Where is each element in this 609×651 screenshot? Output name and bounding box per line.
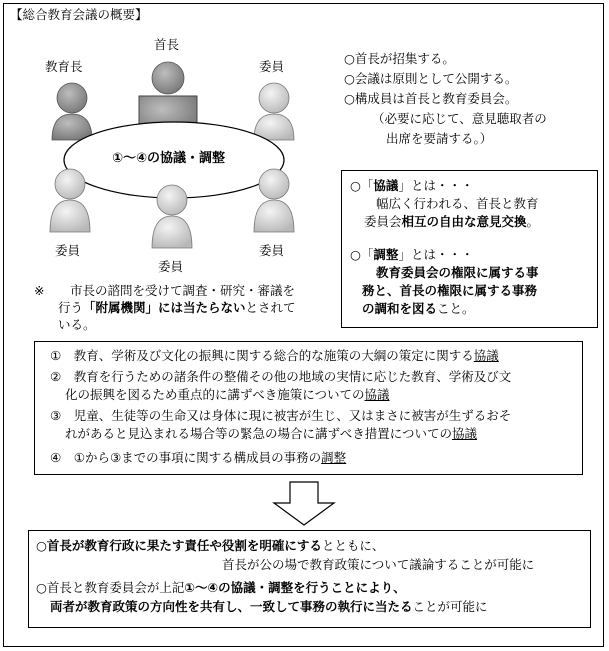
footnote-line2: 行う「附属機関」には当たらないとされて <box>58 300 296 315</box>
chosei-heading: ○「調整」とは・・・ <box>350 247 474 262</box>
conclusion-point1-line2: 首長が公の場で教育政策について議論することが可能に <box>222 557 535 572</box>
diagram-title: 【総合教育会議の概要】 <box>10 7 148 22</box>
item-2-line1: ② 教育を行うための諸条件の整備その他の地域の実情に応じた教育、学術及び文 <box>50 369 512 384</box>
conclusion-point2: ○首長と教育委員会が上記①～④の協議・調整を行うことにより、 <box>36 580 406 595</box>
footnote-mark: ※ <box>34 283 45 298</box>
item-1: ① 教育、学術及び文化の振興に関する総合的な施策の大綱の策定に関する協議 <box>50 348 499 363</box>
label-superintendent: 教育長 <box>45 59 83 74</box>
note-attendance: 出席を要請する。） <box>386 131 493 146</box>
item-4: ④ ①から③までの事項に関する構成員の事務の調整 <box>50 450 347 465</box>
label-member-bottom-right: 委員 <box>259 243 285 258</box>
footnote-line3: いる。 <box>58 317 96 332</box>
label-member-bottom-left: 委員 <box>55 243 81 258</box>
kyogi-line1: 幅広く行われる、首長と教育 <box>376 196 539 211</box>
item-3-line1: ③ 児童、生徒等の生命又は身体に現に被害が生じ、又はまさに被害が生ずるおそ <box>50 408 512 423</box>
note-members: ○構成員は首長と教育委員会。 <box>344 91 518 106</box>
conclusion-point1: ○首長が教育行政に果たす責任や役割を明確にするとともに、 <box>36 538 385 553</box>
note-hearing: （必要に応じて、意見聴取者の <box>372 111 547 126</box>
member-figure-bottom-center <box>152 185 192 248</box>
note-convene: ○首長が招集する。 <box>344 51 455 66</box>
member-figure-bottom-right <box>254 169 294 232</box>
member-figure-top-right <box>254 83 294 140</box>
label-member-top-right: 委員 <box>259 59 285 74</box>
item-3-line2: れがあると見込まれる場合等の緊急の場合に講ずべき措置についての協議 <box>65 426 478 441</box>
down-arrow-icon <box>270 481 338 527</box>
member-figure-bottom-left <box>50 169 90 232</box>
label-mayor: 首長 <box>154 37 180 52</box>
footnote-line1: 市長の諮問を受けて調査・研究・審議を <box>70 283 296 298</box>
kyogi-heading: ○「協議」とは・・・ <box>350 178 474 193</box>
superintendent-figure <box>52 83 92 140</box>
conclusion-point2-line2: 両者が教育政策の方向性を共有し、一致して事務の執行に当たることが可能に <box>50 599 488 614</box>
note-public: ○会議は原則として公開する。 <box>344 71 518 86</box>
kyogi-line2: 委員会相互の自由な意見交換。 <box>364 214 540 229</box>
table-center-label: ①～④の協議・調整 <box>112 151 226 166</box>
chosei-line2: 務と、首長の権限に属する事務 <box>362 283 538 298</box>
chosei-line3: の調和を図ること。 <box>362 301 475 316</box>
chosei-line1: 教育委員会の権限に属する事 <box>376 265 539 280</box>
label-member-bottom-center: 委員 <box>158 259 184 274</box>
item-2-line2: 化の振興を図るため重点的に講ずべき施策についての協議 <box>65 387 390 402</box>
